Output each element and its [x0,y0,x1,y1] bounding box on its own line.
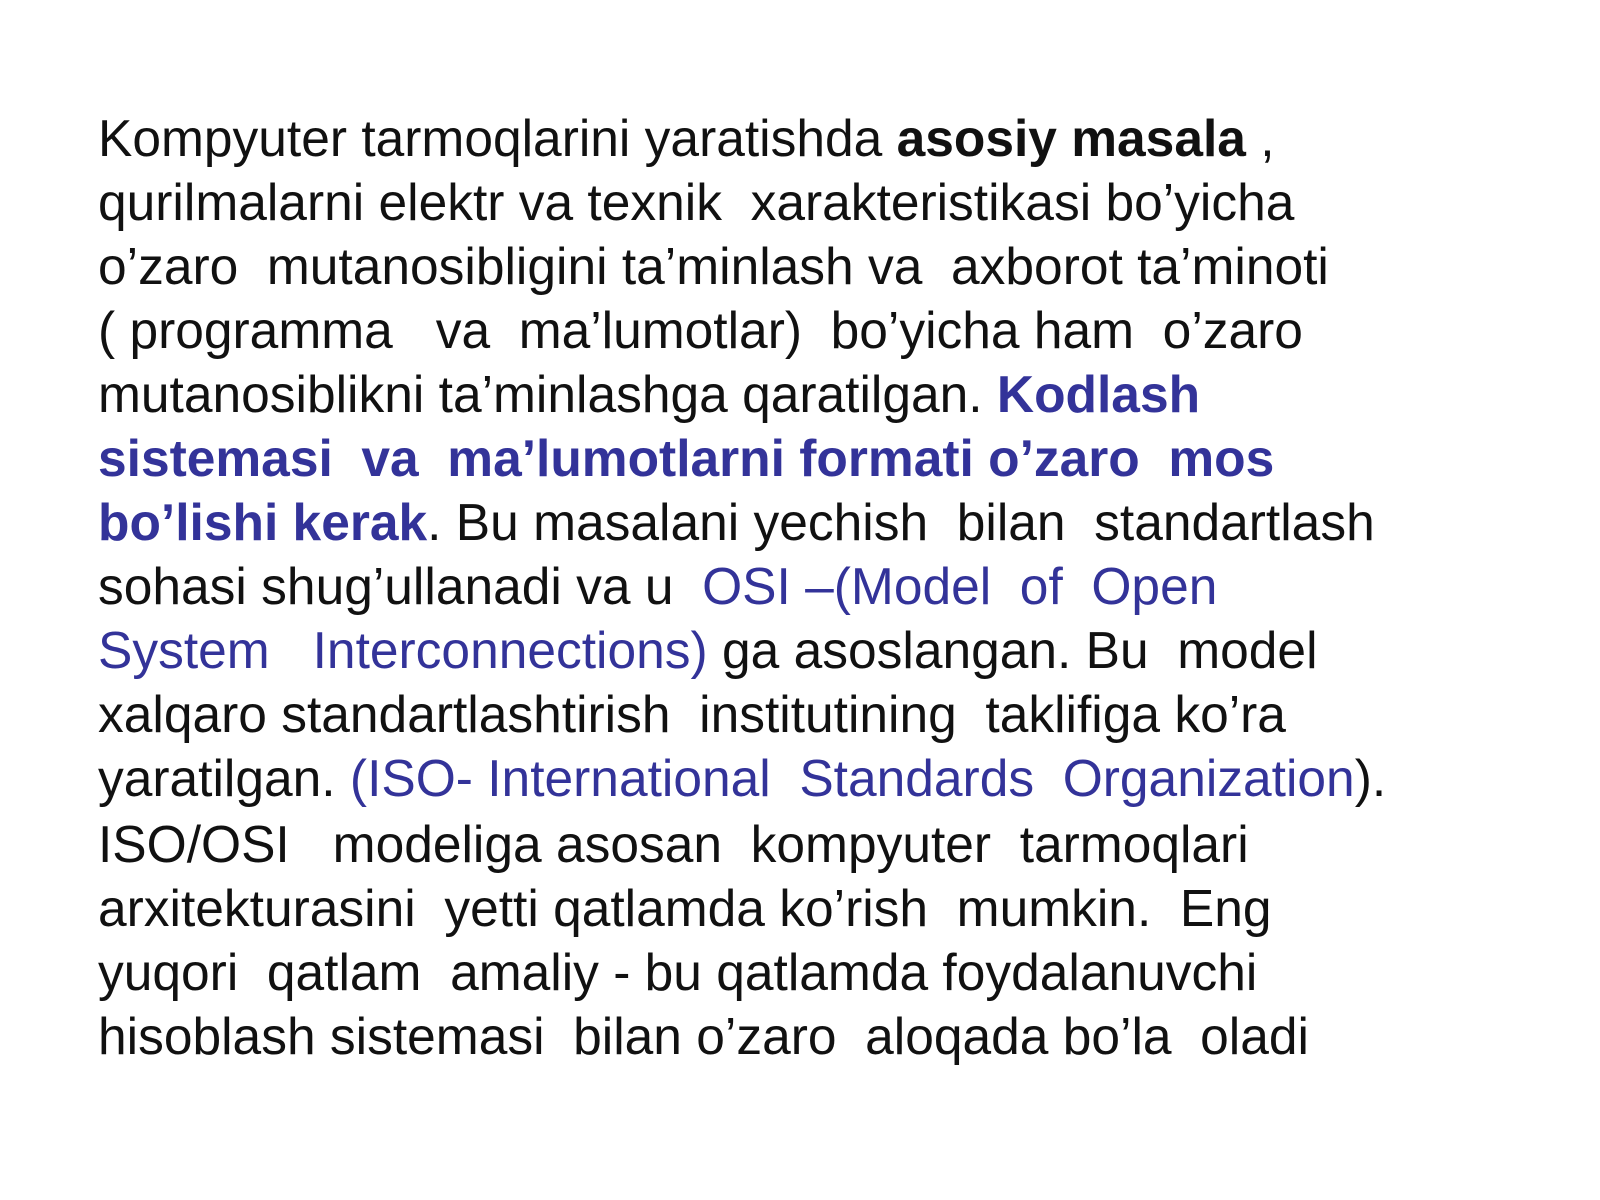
text-run: yuqori qatlam amaliy - bu qatlamda foydalanuvchi [98,943,1258,1001]
text-line [98,618,1538,682]
text-run: ISO/OSI modeliga asosan kompyuter tarmoqlari [98,815,1249,873]
emphasized-text-run: sistemasi va ma’lumotlarni formati o’zaro mos [98,429,1275,487]
text-line [98,554,1538,618]
text-line [98,426,1538,490]
text-line [98,298,1538,362]
text-line [98,812,1538,876]
emphasized-text-run: Kodlash [996,365,1201,423]
text-line [98,234,1538,298]
text-line [98,876,1538,940]
text-line [98,362,1538,426]
text-run: sohasi shug’ullanadi va u [98,557,703,615]
text-line [98,106,1538,170]
text-run: , [1245,109,1275,167]
text-run: Kompyuter tarmoqlarini yaratishda [98,109,897,167]
text-run: xalqaro standartlashtirish institutining taklifiga ko’ra [98,685,1286,743]
paragraph-1 [98,106,1538,810]
text-run: hisoblash sistemasi bilan o’zaro aloqada bo’la oladi [98,1007,1309,1065]
text-line [98,490,1538,554]
text-line [98,940,1538,1004]
text-run: yaratilgan. [98,749,350,807]
text-run: ( programma va ma’lumotlar) bo’yicha ham o’zaro [98,301,1303,359]
emphasized-text-run: OSI –(Model of Open [702,557,1218,615]
emphasized-text-run: (ISO- International Standards Organization [349,749,1355,807]
text-run: ga asoslangan. Bu model [707,621,1318,679]
slide-body-text [98,106,1538,1068]
text-run: . Bu masalani yechish bilan standartlash [427,493,1375,551]
text-run: o’zaro mutanosibligini ta’minlash va axborot ta’minoti [98,237,1329,295]
text-line [98,682,1538,746]
emphasized-text-run: System Interconnections) [98,621,708,679]
text-line [98,746,1538,810]
text-run: mutanosiblikni ta’minlashga qaratilgan. [98,365,997,423]
text-line [98,1004,1538,1068]
paragraph-2 [98,812,1538,1068]
text-run: qurilmalarni elektr va texnik xarakteristikasi bo’yicha [98,173,1295,231]
text-run: arxitekturasini yetti qatlamda ko’rish mumkin. Eng [98,879,1272,937]
text-line [98,170,1538,234]
emphasized-text-run: asosiy masala [896,109,1246,167]
text-run: ). [1354,749,1387,807]
emphasized-text-run: bo’lishi kerak [98,493,428,551]
